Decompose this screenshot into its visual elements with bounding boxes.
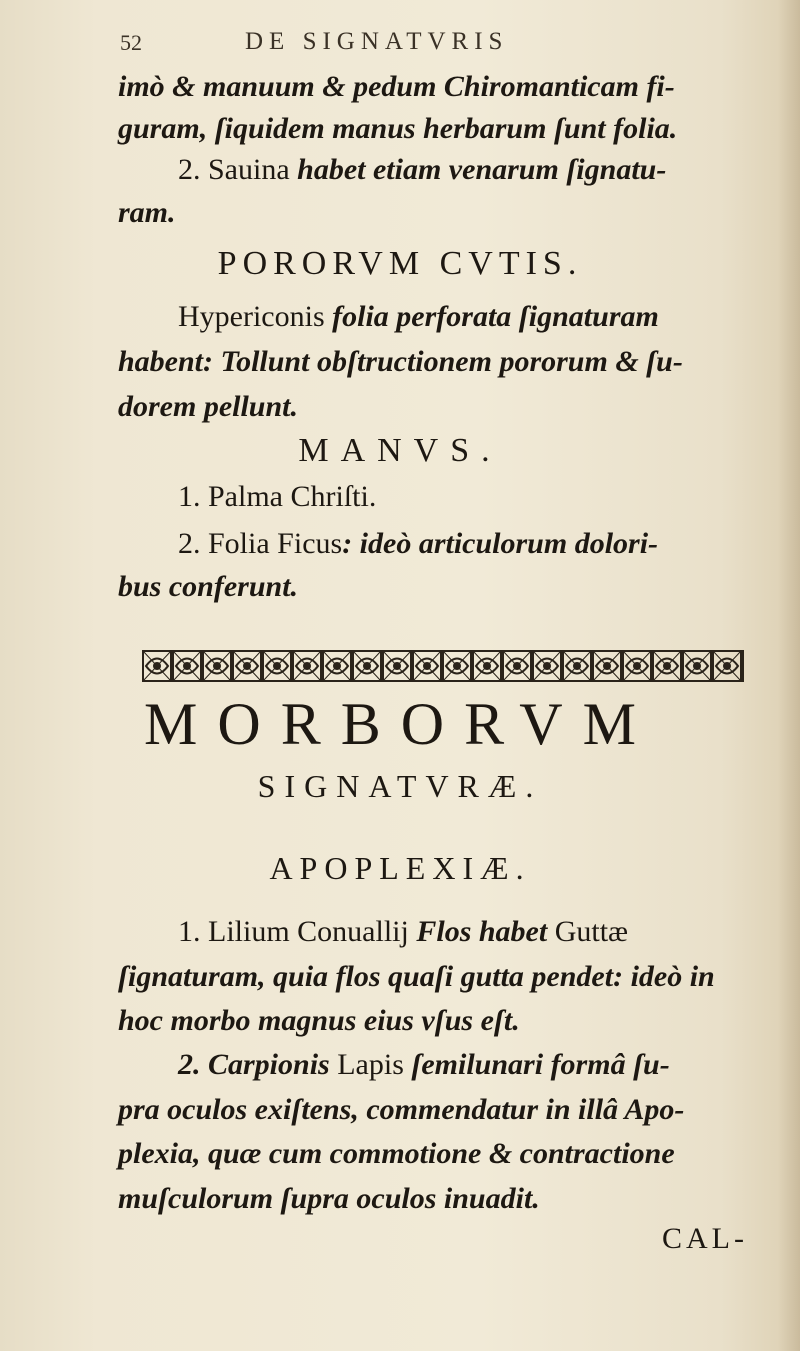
text-line-10: bus conferunt. <box>118 570 299 603</box>
catchword: CAL- <box>662 1222 748 1255</box>
plant-name: Sauina <box>208 153 290 186</box>
item-description: Flos habet <box>408 915 548 948</box>
item-description: ſemilunari formâ ſu- <box>403 1048 670 1081</box>
text-line-12: ſignaturam, quia flos quaſi gutta pendet: ideò in <box>118 960 715 993</box>
item-number: 2. <box>178 153 201 186</box>
running-title: DE SIGNATVRIS <box>245 28 509 55</box>
text-line-2: guram, ſiquidem manus herbarum ſunt folia. <box>118 112 678 145</box>
plant-name: 2. Folia Ficus <box>178 527 343 560</box>
term-guttae: Guttæ <box>547 915 629 948</box>
text-line-6: habent: Tollunt obſtructionem pororum & ſu- <box>118 345 683 378</box>
plant-name: Hypericonis <box>178 300 325 333</box>
text-line-3 <box>178 153 666 187</box>
section-heading-pororum: PORORVM CVTIS. <box>217 245 583 282</box>
text-line-13: hoc morbo magnus eius vſus eſt. <box>118 1004 520 1037</box>
text-line-11 <box>178 915 628 949</box>
main-title: MORBORVM <box>144 691 656 757</box>
section-heading-manus: MANVS. <box>298 432 502 469</box>
text-line-5 <box>178 300 659 334</box>
ornamental-border <box>142 645 744 687</box>
text-line-16: plexia, quæ cum commotione & contractione <box>118 1137 675 1170</box>
text-line-14 <box>178 1048 670 1082</box>
plant-name: 1. Lilium Conuallij <box>178 915 409 948</box>
item-description: folia perforata ſignaturam <box>324 300 659 333</box>
text-line-1: imò & manuum & pedum Chiromanticam fi- <box>118 70 675 103</box>
section-heading-apoplexiae: APOPLEXIÆ. <box>269 850 531 886</box>
page-gutter-shadow <box>778 0 800 1351</box>
item-name: 2. Carpionis <box>178 1048 330 1081</box>
text-line-9 <box>178 527 658 561</box>
term-lapis: Lapis <box>329 1048 404 1081</box>
text-line-17: muſculorum ſupra oculos inuadit. <box>118 1182 540 1215</box>
page-number: 52 <box>120 30 142 55</box>
text-line-15: pra oculos exiſtens, commendatur in illâ Apo- <box>118 1093 685 1126</box>
main-subtitle: SIGNATVRÆ. <box>257 768 543 804</box>
item-description: habet etiam venarum ſignatu- <box>289 153 667 186</box>
text-line-7: dorem pellunt. <box>118 390 299 423</box>
text-line-8: 1. Palma Chriſti. <box>178 480 377 513</box>
item-description: : ideò articulorum dolori- <box>342 527 659 560</box>
text-line-4: ram. <box>118 196 176 229</box>
